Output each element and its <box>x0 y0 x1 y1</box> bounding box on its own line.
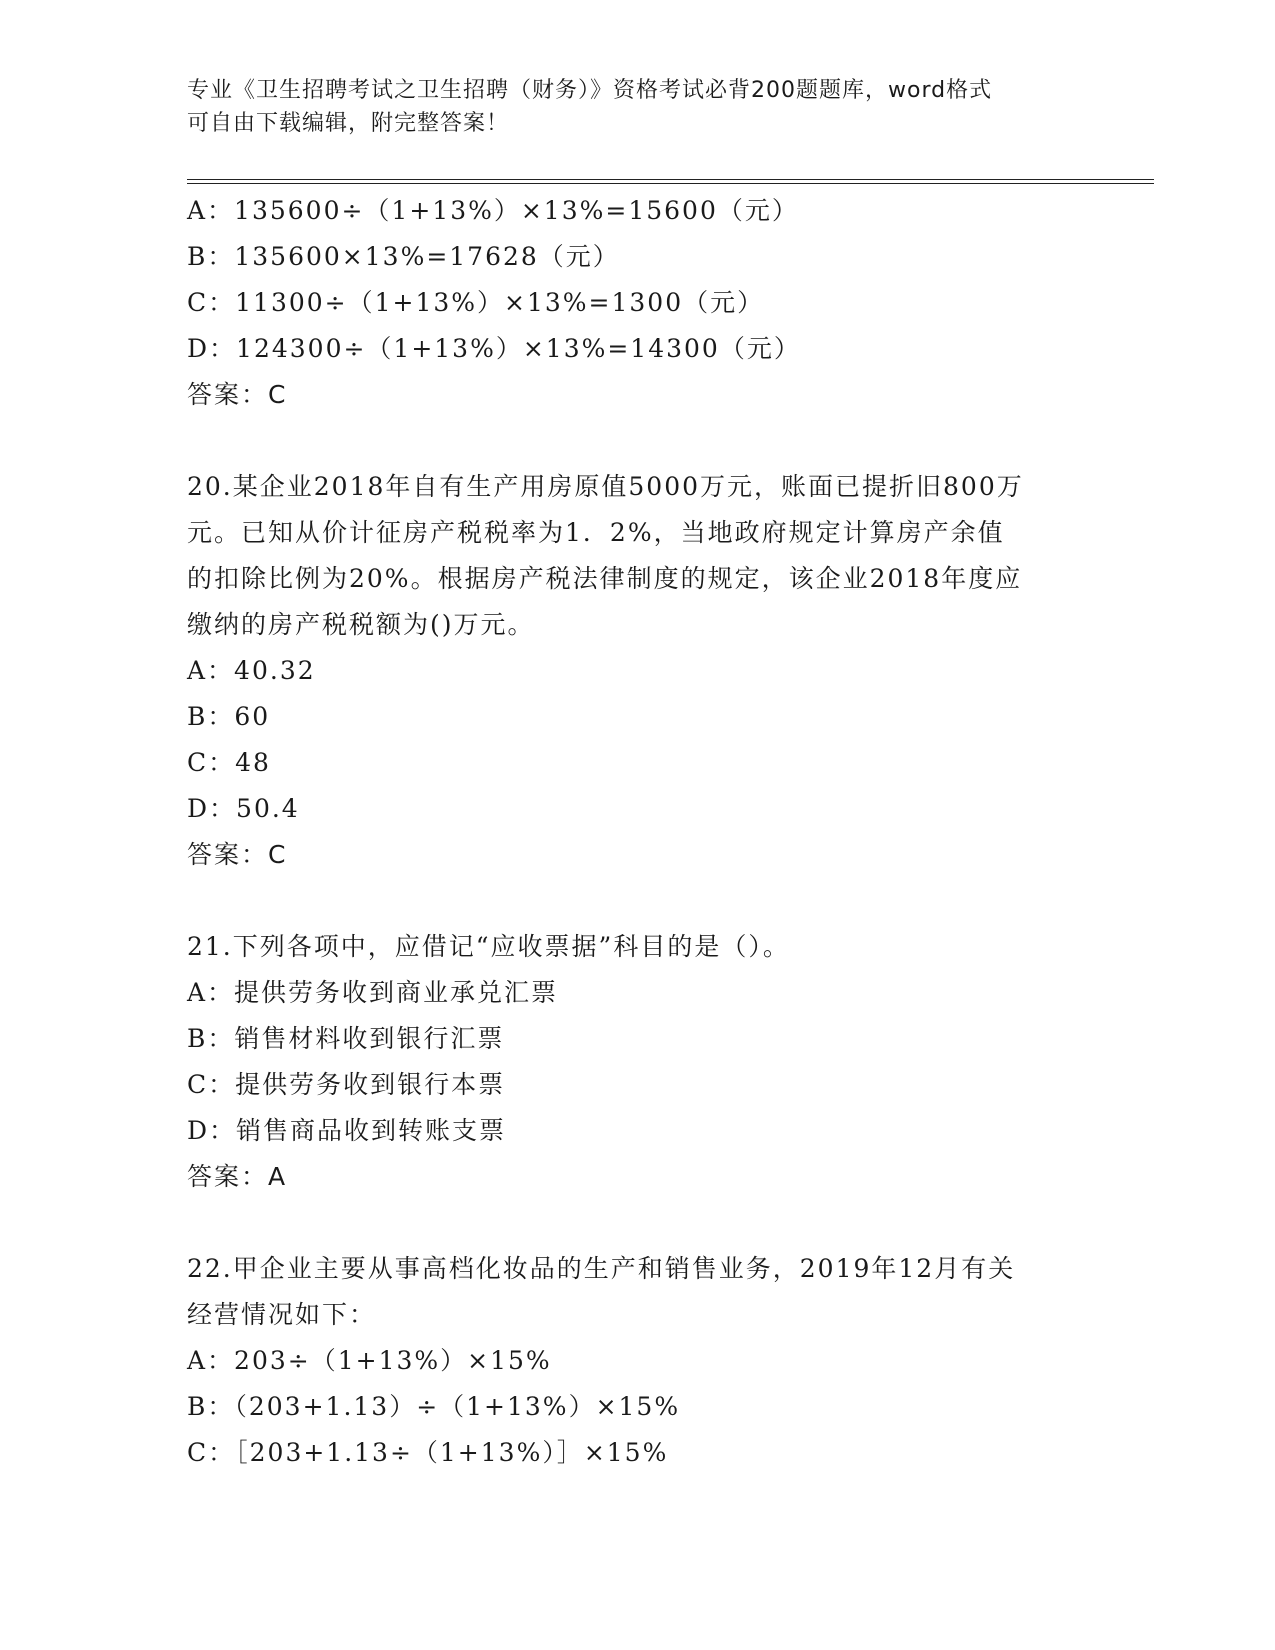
q19-option-d: D：124300÷（1+13%）×13%=14300（元） <box>187 334 801 363</box>
spacer <box>187 418 1107 464</box>
spacer <box>187 1200 1107 1246</box>
q21-option-b: B：销售材料收到银行汇票 <box>187 1024 505 1053</box>
header-divider-bottom <box>187 183 1154 184</box>
q19-answer: 答案：C <box>187 380 288 409</box>
q21-answer: 答案：A <box>187 1162 288 1191</box>
question-content <box>187 188 1107 1476</box>
q19-option-a: A：135600÷（1+13%）×13%=15600（元） <box>187 196 799 225</box>
q22-stem-line-1: 22.甲企业主要从事高档化妆品的生产和销售业务，2019年12月有关 <box>187 1254 1016 1283</box>
header-line-1: 专业《卫生招聘考试之卫生招聘（财务）》资格考试必背200题题库，word格式 <box>187 78 993 103</box>
q22-stem-line-2: 经营情况如下： <box>187 1300 377 1329</box>
q21-option-d: D：销售商品收到转账支票 <box>187 1116 507 1145</box>
q20-answer: 答案：C <box>187 840 288 869</box>
q21-option-a: A：提供劳务收到商业承兑汇票 <box>187 978 559 1007</box>
q20-stem-line-2: 元。已知从价计征房产税税率为1．2%，当地政府规定计算房产余值 <box>187 518 1005 547</box>
question-19 <box>187 188 1107 418</box>
header-line-2: 可自由下载编辑，附完整答案！ <box>187 111 510 136</box>
q20-stem-line-3: 的扣除比例为20%。根据房产税法律制度的规定，该企业2018年度应 <box>187 564 1023 593</box>
q20-stem-line-4: 缴纳的房产税税额为()万元。 <box>187 610 535 639</box>
header-divider-top <box>187 179 1154 180</box>
q19-option-c: C：11300÷（1+13%）×13%=1300（元） <box>187 288 765 317</box>
question-21 <box>187 924 1107 1200</box>
q19-option-b: B：135600×13%=17628（元） <box>187 242 620 271</box>
spacer <box>187 878 1107 924</box>
q20-stem-line-1: 20.某企业2018年自有生产用房原值5000万元，账面已提折旧800万 <box>187 472 1024 501</box>
q21-stem-line-1: 21.下列各项中，应借记“应收票据”科目的是（）。 <box>187 932 790 961</box>
document-header <box>187 74 1087 140</box>
question-20 <box>187 464 1107 878</box>
q22-option-b: B：（203+1.13）÷（1+13%）×15% <box>187 1392 681 1421</box>
q21-option-c: C：提供劳务收到银行本票 <box>187 1070 506 1099</box>
q22-option-c: C：［203+1.13÷（1+13%）］×15% <box>187 1438 669 1467</box>
question-22 <box>187 1246 1107 1476</box>
q20-option-a: A：40.32 <box>187 656 316 685</box>
q20-option-c: C：48 <box>187 748 271 777</box>
q20-option-d: D：50.4 <box>187 794 300 823</box>
q20-option-b: B：60 <box>187 702 271 731</box>
q22-option-a: A：203÷（1+13%）×15% <box>187 1346 552 1375</box>
